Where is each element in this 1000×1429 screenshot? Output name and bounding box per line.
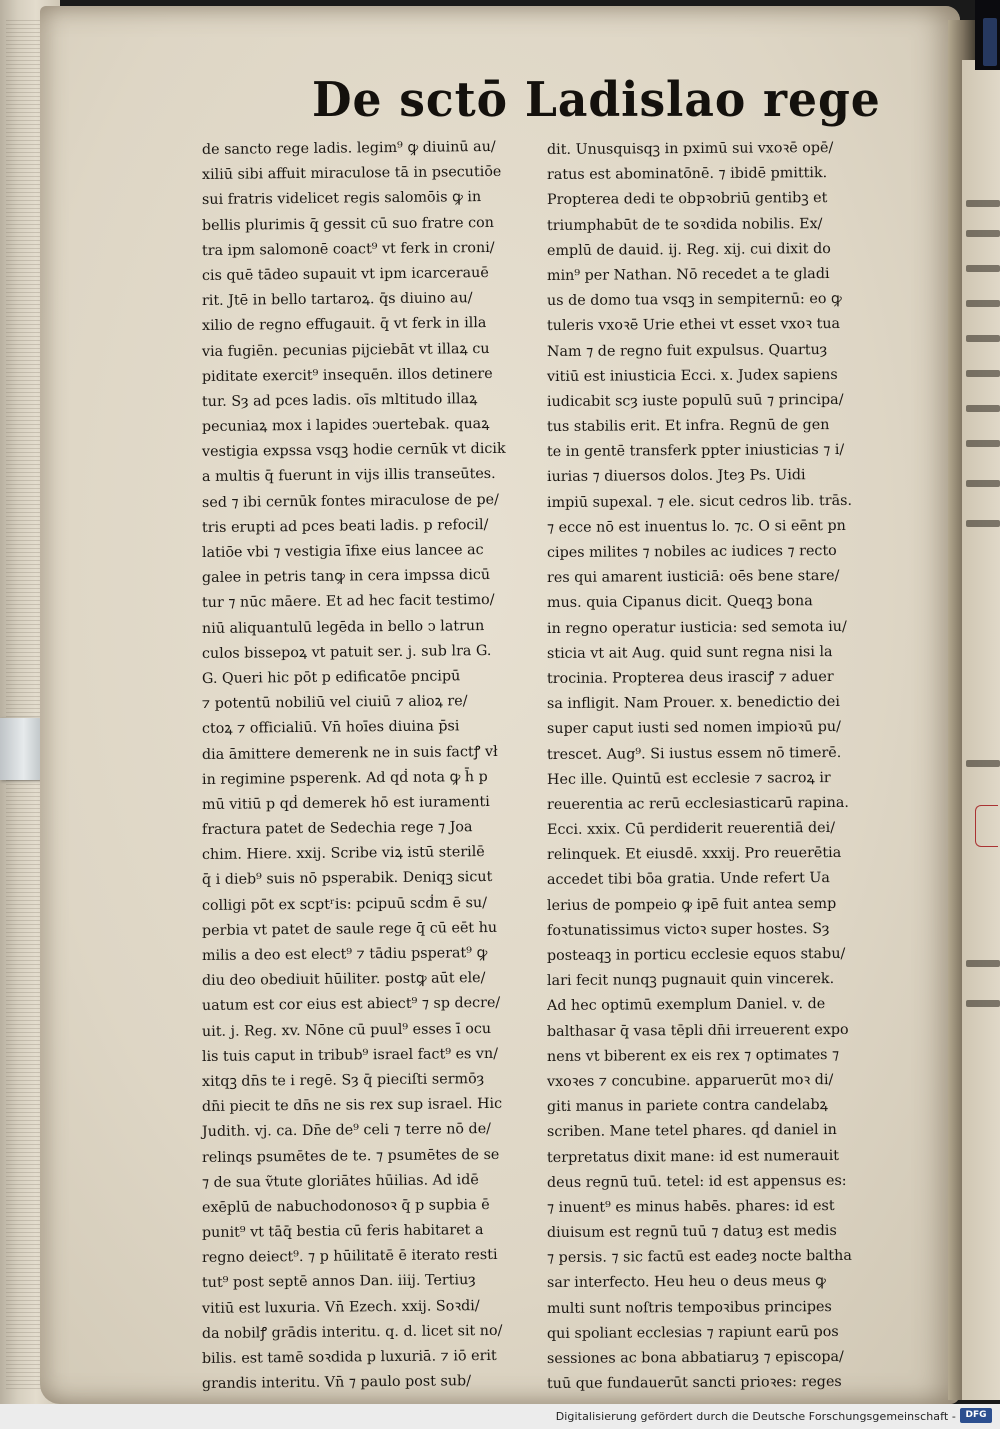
text-line: lis tuis caput in tribub⁹ israel fact⁹ es vn/ <box>201 1045 499 1065</box>
text-line: piditate exercit⁹ insequēn. illos detinere <box>201 365 493 385</box>
text-line: foꝛtunatissimus victoꝛ super hostes. Sȝ <box>546 920 830 939</box>
text-column-right <box>547 138 905 1397</box>
text-column-left <box>202 138 544 1397</box>
text-line: xiliū sibi affuit miraculose tā in psecutiōe <box>201 164 502 184</box>
text-line: sar interfecto. Heu heu o deus meus ꝙ <box>546 1273 826 1292</box>
text-line: vxoꝛes ⁊ concubine. apparuerūt moꝛ di/ <box>546 1071 834 1090</box>
text-line: min⁹ per Nathan. Nō recedet a te gladi <box>546 265 830 284</box>
text-line: pecuniaꝝ mox i lapides ↄuertebak. quaꝝ <box>201 416 490 436</box>
text-line: ratus est abominatōnē. ⁊ ibidē pmittik. <box>546 165 828 184</box>
margin-annotation-mark <box>975 805 998 847</box>
facing-page-text-fragment <box>966 405 1000 412</box>
text-line: latiōe vbi ⁊ vestigia īfixe eius lancee ac <box>201 542 484 561</box>
text-line: tuū que fundauerūt sancti prioꝛes: reges <box>546 1374 842 1393</box>
text-line: bilis. est tamē soꝛdida p luxuriā. ⁊ iō erit <box>201 1347 497 1367</box>
text-line: cis quē tādeo supauit vt ipm icarcerauē <box>201 264 489 284</box>
text-line: dn̄i piecit te dn̄s ne sis rex sup israel. Hic <box>201 1095 503 1116</box>
text-line: Hec ille. Quintū est ecclesie ⁊ sacroꝝ ir <box>546 769 831 788</box>
text-line: fractura patet de Sedechia rege ⁊ Joa <box>201 819 473 839</box>
text-line: dit. Unusquisqꝫ in pximū sui vxoꝛē opē/ <box>546 140 834 158</box>
text-line: relinquek. Et eiusdē. xxxij. Pro reuerētia <box>546 845 842 864</box>
text-line: te in gentē transferk ppter iniusticias ⁊ i/ <box>546 442 845 461</box>
text-line: colligi pōt ex scptʳis: pcipuū scḋm ē su/ <box>201 894 488 914</box>
funding-credit: Digitalisierung gefördert durch die Deutsche Forschungsgemeinschaft - <box>555 1410 956 1423</box>
text-line: rit. Jtē in bello tartaroꝝ. q̄s diuino au/ <box>201 290 473 310</box>
text-line: lerius de pompeio ꝙ ipē fuit antea semp <box>546 895 837 914</box>
text-line: tra ipm salomonē coact⁹ vt ferk in croni/ <box>201 239 495 259</box>
text-line: in regimine psperenk. Ad qḋ nota ꝙ h̄ p <box>201 768 488 788</box>
text-line: cipes milites ⁊ nobiles ac iudices ⁊ recto <box>546 542 837 561</box>
text-line: uit. j. Reg. xv. Nōne cū puul⁹ esses ī ocu <box>201 1020 492 1040</box>
text-line: sui fratris videlicet regis salomōis ꝙ in <box>201 189 482 209</box>
text-line: tus stabilis erit. Et infra. Regnū de gen <box>546 417 830 436</box>
text-line: tut⁹ post septē annos Dan. iiij. Tertiuȝ <box>201 1272 476 1292</box>
text-line: perbia vt patet de saule rege q̄ cū eēt hu <box>201 919 498 939</box>
facing-page-sliver <box>962 60 1000 1400</box>
text-line: diu deo obediuit hūiliter. postꝙ aūt ele/ <box>201 970 486 990</box>
text-line: triumphabūt de te soꝛdida nobilis. Ex/ <box>546 215 823 234</box>
text-line: terpretatus dixit mane: id est numerauit <box>546 1147 840 1166</box>
text-line: galee in petris tanꝙ in cera impssa dicū <box>201 567 491 587</box>
text-line: nens vt biberent ex eis rex ⁊ optimates ⁊ <box>546 1046 840 1065</box>
facing-page-text-fragment <box>966 760 1000 767</box>
text-line: balthasar q̄ vasa tēpli dn̄i irreuerent expo <box>546 1021 849 1040</box>
text-line: vitiū est iniusticia Ecci. x. Judex sapiens <box>546 366 838 385</box>
facing-page-text-fragment <box>966 230 1000 237</box>
text-line: posteaqꝫ in porticu ecclesie equos stabu/ <box>546 945 846 964</box>
text-line: de sancto rege ladis. legim⁹ ꝙ diuinū au/ <box>201 138 496 158</box>
text-line: lari fecit nunqꝫ pugnauit quin vincerek. <box>546 971 835 990</box>
facing-page-text-fragment <box>966 480 1000 487</box>
text-line: impiū supexal. ⁊ ele. sicut cedros lib. trās. <box>546 492 853 511</box>
text-line: exēplū de nabuchodonosoꝛ q̄ p supbia ē <box>201 1196 490 1216</box>
text-line: relinqs psumētes de te. ⁊ psumētes de se <box>201 1146 500 1166</box>
dfg-logo: DFG <box>960 1408 992 1423</box>
text-line: G. Queri hic pōt p edificatōe pncipū <box>201 668 461 687</box>
text-line: bellis plurimis q̄ gessit cū suo fratre con <box>201 214 494 234</box>
text-line: reuerentia ac rerū ecclesiasticarū rapina. <box>546 794 849 813</box>
text-line: iurias ⁊ diuersos dolos. Jteȝ Ps. Uidi <box>546 467 806 486</box>
text-line: grandis interitu. Vn̄ ⁊ paulo post sub/ <box>201 1373 472 1393</box>
text-line: sticia vt ait Aug. quid sunt regna nisi la <box>546 643 833 662</box>
text-line: ⁊ ecce nō est inuentus lo. ⁊c. O si eēnt pn <box>546 517 846 536</box>
text-line: scriben. Mane tetel phares. qḋ daniel in <box>546 1122 837 1141</box>
text-line: res qui amarent iusticiā: oēs bene stare/ <box>546 568 840 587</box>
text-line: da nobilꝭ grādis interitu. q. d. licet sit no/ <box>201 1322 503 1342</box>
facing-page-text-fragment <box>966 960 1000 967</box>
text-line: tur ⁊ nūc māere. Et ad hec facit testimo/ <box>201 592 495 612</box>
facing-page-text-fragment <box>966 200 1000 207</box>
text-line: xitqꝫ dn̄s te i regē. Sȝ q̄ pieciſti sermōȝ <box>201 1070 485 1090</box>
text-line: qui spoliant ecclesias ⁊ rapiunt earū pos <box>546 1323 839 1342</box>
text-line: trocinia. Propterea deus irasciꝭ ⁊ aduer <box>546 668 834 687</box>
text-line: milis a deo est elect⁹ ⁊ tādiu psperat⁹ ꝙ <box>201 945 488 964</box>
text-line: Judith. vj. ca. Dn̄e de⁹ celi ⁊ terre nō de/ <box>201 1121 492 1141</box>
text-line: vitiū est luxuria. Vn̄ Ezech. xxij. Soꝛdi/ <box>201 1297 480 1317</box>
text-line: ⁊ de sua ṽtute gloriātes hūilias. Ad idē <box>201 1171 479 1191</box>
text-line: Nam ⁊ de regno fuit expulsus. Quartuȝ <box>546 341 828 360</box>
text-line: ⁊ persis. ⁊ sic factū est eadeȝ nocte baltha <box>546 1248 852 1267</box>
text-line: emplū de dauid. ij. Reg. xij. cui dixit do <box>546 240 831 259</box>
text-line: super caput iusti sed nomen impioꝛū pu/ <box>546 719 841 738</box>
text-line: punit⁹ vt tāq̄ bestia cū feris habitaret a <box>201 1222 484 1242</box>
page-heading: De sctō Ladislao rege <box>312 72 881 128</box>
text-line: via fugiēn. pecunias pijciebāt vt illaꝝ cu <box>201 340 490 360</box>
facing-page-text-fragment <box>966 1000 1000 1007</box>
text-line: in regno operatur iusticia: sed semota iu/ <box>546 618 847 637</box>
facing-page-text-fragment <box>966 335 1000 342</box>
text-line: Ecci. xxix. Cū perdiderit reuerentiā dei/ <box>546 820 836 839</box>
text-line: tris erupti ad pces beati ladis. p refocil/ <box>201 516 489 536</box>
text-line: trescet. Aug⁹. Si iustus essem nō timerē. <box>546 744 842 763</box>
text-line: niū aliquantulū legēda in bello ↄ latrun <box>201 617 485 637</box>
facing-page-text-fragment <box>966 300 1000 307</box>
text-line: iudicabit scȝ iuste populū suū ⁊ principa/ <box>546 391 844 410</box>
text-line: dia āmittere demerenk ne in suis factꝭ vł <box>201 743 498 763</box>
text-line: ctoꝝ ⁊ officialiū. Vn̄ hoīes diuina p̄si <box>201 718 460 738</box>
text-line: sessiones ac bona abbatiaruȝ ⁊ episcopa/ <box>546 1348 844 1367</box>
text-line: xilio de regno effugauit. q̄ vt ferk in illa <box>201 315 487 335</box>
text-line: sa infligit. Nam Prouer. x. benedictio dei <box>546 694 840 713</box>
facing-page-text-fragment <box>966 520 1000 527</box>
text-line: vestigia expssa vsqꝫ hodie cernūk vt dicik <box>201 441 506 461</box>
text-line: us de domo tua vsqꝫ in sempiternū: eo ꝙ <box>546 291 842 310</box>
text-line: multi sunt noſtris tempoꝛibus principes <box>546 1298 832 1317</box>
text-line: tuleris vxoꝛē Urie ethei vt esset vxoꝛ tua <box>546 316 841 335</box>
blue-bookmark-tab <box>983 18 997 66</box>
text-line: giti manus in pariete contra candelabꝝ <box>546 1097 828 1116</box>
facing-page-text-fragment <box>966 440 1000 447</box>
text-line: tur. Sȝ ad pces ladis. oīs mltitudo illaꝝ <box>201 390 478 410</box>
text-line: mū vitiū p qḋ demerek hō est iuramenti <box>201 793 490 813</box>
text-line: q̄ i dieb⁹ suis nō psperabik. Deniqꝫ sicut <box>201 869 493 889</box>
text-line: deus regnū tuū. tetel: id est appensus es: <box>546 1172 847 1191</box>
facing-page-text-fragment <box>966 265 1000 272</box>
text-line: chim. Hiere. xxij. Scribe viꝝ istū sterilē <box>201 844 485 864</box>
text-line: mus. quia Cipanus dicit. Queqꝫ bona <box>546 593 813 612</box>
text-line: ⁊ inuent⁹ es minus habēs. phares: id est <box>546 1197 835 1216</box>
text-line: ⁊ potentū nobiliū vel ciuiū ⁊ alioꝝ re/ <box>201 693 468 713</box>
text-line: accedet tibi bōa gratia. Unde refert Ua <box>546 870 830 889</box>
text-line: a multis q̄ fuerunt in vijs illis transeūtes. <box>201 466 496 486</box>
text-line: culos bissepoꝝ vt patuit ser. j. sub lra G. <box>201 642 492 662</box>
text-line: uatum est cor eius est abiect⁹ ⁊ sp decre/ <box>201 995 501 1015</box>
text-line: Ad hec optimū exemplum Daniel. v. de <box>546 996 826 1015</box>
text-line: regno deiect⁹. ⁊ p hūilitatē ē iterato resti <box>201 1247 498 1267</box>
text-line: Propterea dedi te obpꝛobriū gentibꝫ et <box>546 190 828 209</box>
text-line: sed ⁊ ibi cernūk fontes miraculose de pe/ <box>201 491 499 511</box>
facing-page-text-fragment <box>966 370 1000 377</box>
text-line: diuisum est regnū tuū ⁊ datuȝ est medis <box>546 1223 837 1242</box>
